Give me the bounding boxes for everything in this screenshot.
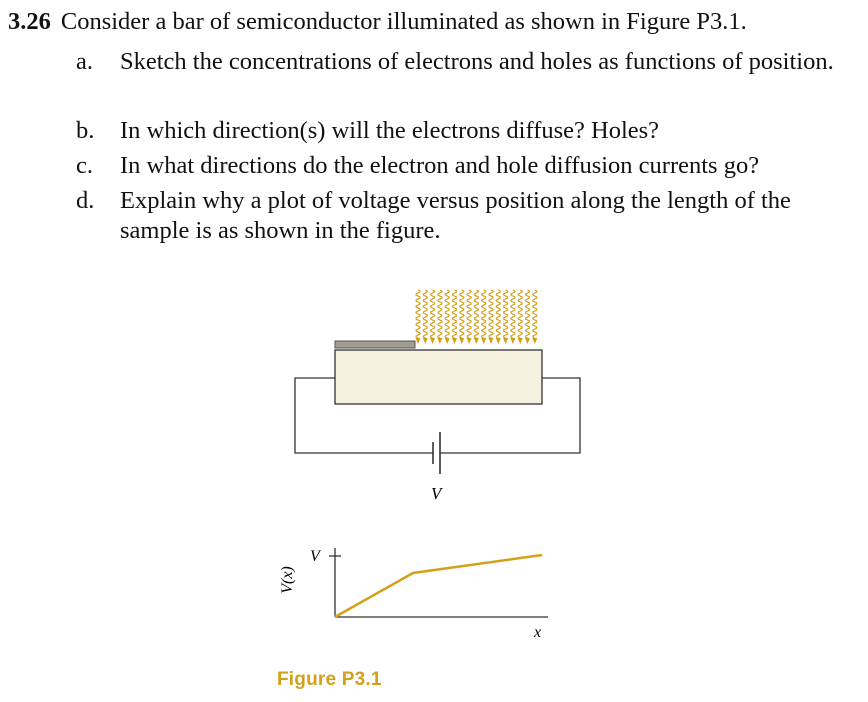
light-ray-arrowhead: [532, 338, 537, 344]
light-ray-arrowhead: [416, 338, 421, 344]
light-ray-arrowhead: [459, 338, 464, 344]
problem-intro: Consider a bar of semiconductor illuminated as shown in Figure P3.1.: [60, 8, 747, 35]
light-ray: [504, 290, 508, 338]
y-axis-label: V(x): [279, 566, 296, 594]
part-text: Sketch the concentrations of electrons and holes as functions of position.: [120, 48, 834, 75]
light-ray: [518, 290, 522, 338]
part-text: In what directions do the electron and hole diffusion currents go?: [120, 152, 760, 179]
light-rays: [416, 290, 538, 344]
part-letter: d.: [76, 187, 95, 214]
light-ray: [526, 290, 530, 338]
part-letter: c.: [76, 152, 93, 179]
light-ray-arrowhead: [474, 338, 479, 344]
light-ray-arrowhead: [437, 338, 442, 344]
part-letter: b.: [76, 117, 95, 144]
part-letter: a.: [76, 48, 93, 75]
light-ray-arrowhead: [503, 338, 508, 344]
light-ray-arrowhead: [430, 338, 435, 344]
battery-icon: [433, 432, 440, 474]
light-ray-arrowhead: [489, 338, 494, 344]
semiconductor-bar: [335, 350, 542, 404]
light-ray: [423, 290, 427, 338]
part-text: In which direction(s) will the electrons diffuse? Holes?: [120, 117, 660, 144]
x-axis-label: x: [534, 624, 542, 641]
light-ray-arrowhead: [518, 338, 523, 344]
light-ray-arrowhead: [496, 338, 501, 344]
light-ray: [445, 290, 449, 338]
light-ray: [438, 290, 442, 338]
light-ray: [467, 290, 471, 338]
light-ray-arrowhead: [510, 338, 515, 344]
light-ray: [431, 290, 435, 338]
light-ray-arrowhead: [452, 338, 457, 344]
y-tick-label: V: [310, 548, 320, 565]
light-ray: [533, 290, 537, 338]
light-ray: [474, 290, 478, 338]
light-ray: [482, 290, 486, 338]
light-ray-arrowhead: [525, 338, 530, 344]
light-ray-arrowhead: [423, 338, 428, 344]
light-ray: [511, 290, 515, 338]
light-ray: [460, 290, 464, 338]
light-ray-arrowhead: [445, 338, 450, 344]
light-ray: [453, 290, 457, 338]
battery-label: V: [431, 484, 442, 503]
light-ray-arrowhead: [481, 338, 486, 344]
metal-contact: [335, 341, 415, 348]
problem-number: 3.26: [8, 8, 51, 35]
light-ray: [489, 290, 493, 338]
figure-caption: Figure P3.1: [277, 669, 382, 690]
voltage-curve: [335, 555, 542, 617]
light-ray-arrowhead: [467, 338, 472, 344]
voltage-graph: [279, 548, 548, 641]
light-ray: [416, 290, 420, 338]
light-ray: [496, 290, 500, 338]
part-text: Explain why a plot of voltage versus position along the length of the sample is as shown in the figure.: [120, 187, 791, 244]
